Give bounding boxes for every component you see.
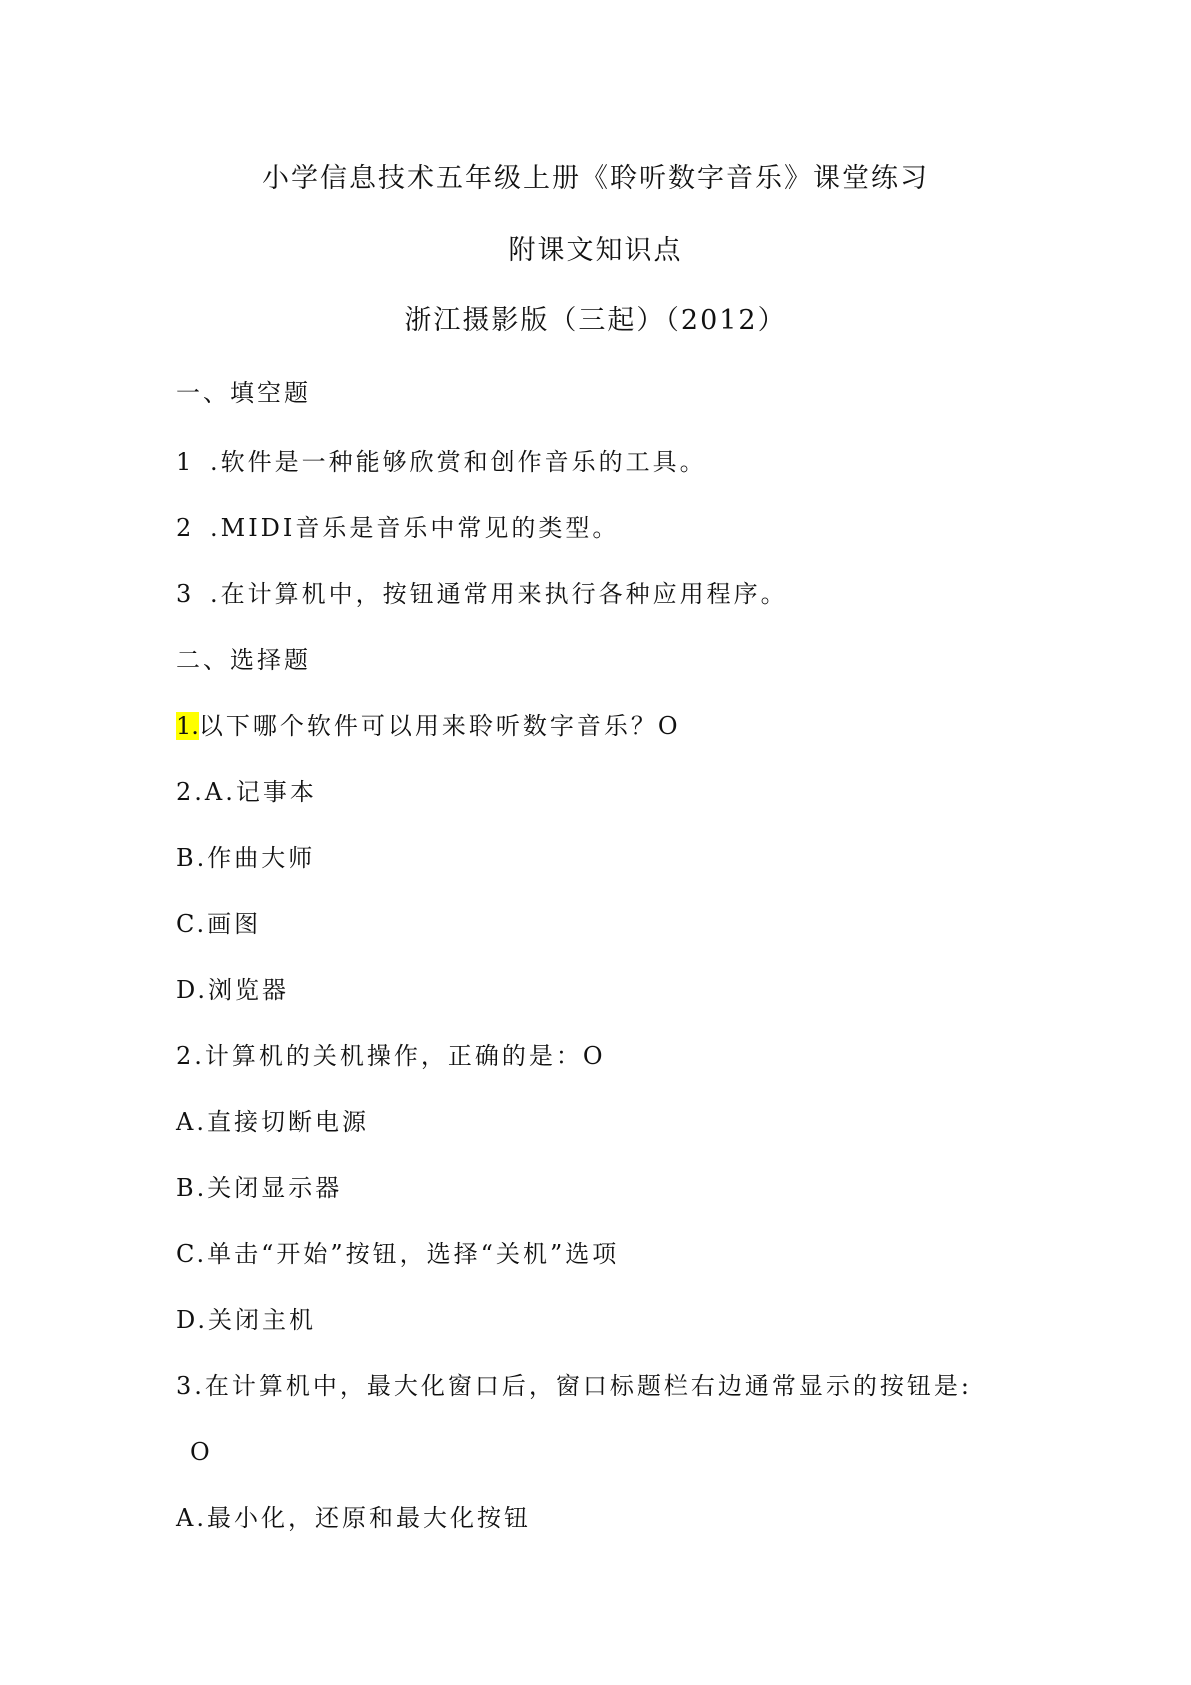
highlighted-question-number: 1. bbox=[176, 712, 199, 740]
item-number: 2 bbox=[176, 514, 195, 542]
question-1-option-d: D.浏览器 bbox=[176, 976, 290, 1004]
question-2-option-c: C.单击“开始”按钮，选择“关机”选项 bbox=[176, 1240, 620, 1268]
fill-blank-item-1 bbox=[176, 446, 707, 478]
question-2-option-a: A.直接切断电源 bbox=[176, 1108, 369, 1136]
fill-blank-item-3 bbox=[176, 578, 788, 610]
section-heading-fill-blank: 一、填空题 bbox=[176, 379, 311, 407]
question-1-option-c: C.画图 bbox=[176, 910, 262, 938]
fill-blank-item-2 bbox=[176, 512, 619, 544]
item-text: .软件是一种能够欣赏和创作音乐的工具。 bbox=[210, 448, 707, 476]
document-edition: 浙江摄影版（三起）（2012） bbox=[404, 305, 787, 336]
item-number: 1 bbox=[176, 448, 195, 476]
question-3-option-a: A.最小化，还原和最大化按钮 bbox=[176, 1504, 531, 1532]
question-1-option-b: B.作曲大师 bbox=[176, 844, 316, 872]
question-3-blank: O bbox=[190, 1438, 213, 1466]
question-3: 3.在计算机中，最大化窗口后，窗口标题栏右边通常显示的按钮是: bbox=[176, 1372, 972, 1400]
question-1 bbox=[176, 710, 681, 742]
document-title: 小学信息技术五年级上册《聆听数字音乐》课堂练习 bbox=[262, 163, 929, 194]
item-text: .MIDI音乐是音乐中常见的类型。 bbox=[210, 514, 620, 542]
section-heading-multiple-choice: 二、选择题 bbox=[176, 646, 311, 674]
document-subtitle: 附课文知识点 bbox=[508, 235, 683, 266]
item-text: .在计算机中，按钮通常用来执行各种应用程序。 bbox=[210, 580, 788, 608]
item-number: 3 bbox=[176, 580, 195, 608]
question-2: 2.计算机的关机操作，正确的是：O bbox=[176, 1042, 606, 1070]
question-1-option-a: 2.A.记事本 bbox=[176, 778, 317, 806]
question-text: 以下哪个软件可以用来聆听数字音乐？O bbox=[198, 712, 681, 740]
question-2-option-d: D.关闭主机 bbox=[176, 1306, 317, 1334]
question-2-option-b: B.关闭显示器 bbox=[176, 1174, 343, 1202]
